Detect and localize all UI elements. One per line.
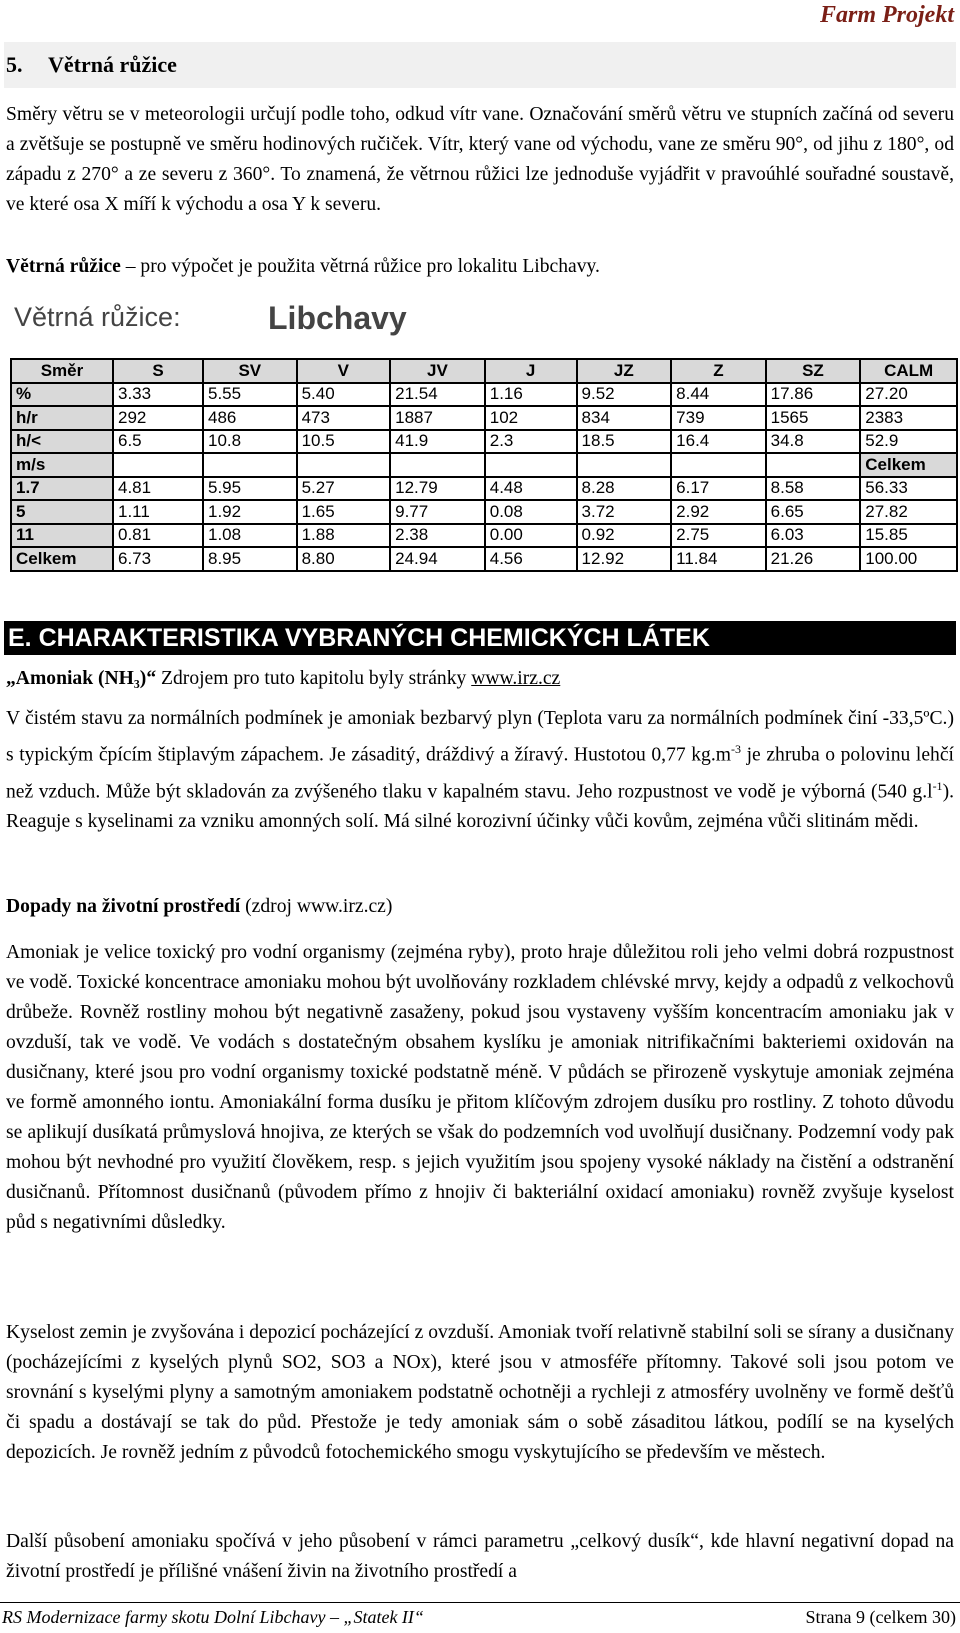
wind-table-cell: 1.08: [203, 524, 297, 548]
wind-rose-lead-bold: Větrná růžice: [6, 256, 121, 277]
wind-table-cell: 5.27: [297, 477, 391, 501]
wind-table-row: [11, 430, 957, 454]
wind-table-cell: 834: [577, 406, 672, 430]
wind-table-header-cell: V: [297, 359, 391, 383]
wind-table-cell: [766, 453, 861, 477]
wind-table-cell: 6.17: [671, 477, 765, 501]
wind-table-row: [11, 477, 957, 501]
wind-table-cell: 11.84: [671, 547, 765, 571]
wind-table-cell: 5.95: [203, 477, 297, 501]
wind-table-cell: 4.48: [485, 477, 577, 501]
wind-table-cell: 8.80: [297, 547, 391, 571]
wind-table-cell: [577, 453, 672, 477]
page-footer: [0, 1602, 960, 1633]
wind-table-row-label: Celkem: [11, 547, 113, 571]
wind-table-cell: [203, 453, 297, 477]
wind-table-row-label: 5: [11, 500, 113, 524]
wind-table-cell: 6.65: [766, 500, 861, 524]
intro-paragraph: Směry větru se v meteorologii určují podle toho, odkud vítr vane. Označování směrů větru ve stupních začíná od severu a zvětšuje se postupně ve směru hodinových ručiček. Vítr, který vane od východu, vane ze směru 90°, od jihu z 180°, od západu z 270° a ze severu z 360°. To znamená, že větrnou růžici lze jednoduše vyjádřit v pravoúhlé souřadné soustavě, ve které osa X míří k východu a osa Y k severu.: [6, 104, 954, 215]
wind-table-cell: 1.65: [297, 500, 391, 524]
wind-table-cell: 12.79: [390, 477, 485, 501]
wind-table-cell: 27.82: [860, 500, 957, 524]
wind-table-cell: 6.03: [766, 524, 861, 548]
header-brand: Farm Projekt: [819, 2, 954, 28]
chem-section-heading: E. CHARAKTERISTIKA VYBRANÝCH CHEMICKÝCH LÁTEK: [4, 621, 956, 655]
wind-table-header-cell: Z: [671, 359, 765, 383]
wind-table-row-label: 1.7: [11, 477, 113, 501]
p1-sup-1: -3: [731, 742, 741, 756]
wind-table-cell: 0.08: [485, 500, 577, 524]
wind-table-row-label: 11: [11, 524, 113, 548]
wind-table-cell: 10.8: [203, 430, 297, 454]
section-number: 5.: [6, 52, 23, 77]
source-link[interactable]: www.irz.cz: [471, 668, 561, 689]
wind-table-row: [11, 453, 957, 477]
wind-table-cell: 4.81: [113, 477, 203, 501]
wind-rose-lead: [6, 252, 954, 282]
wind-table-cell: 3.33: [113, 383, 203, 407]
footer-project: RS Modernizace farmy skotu Dolní Libchavy – „Statek II“: [2, 1607, 424, 1627]
amoniak-paragraph-2: Amoniak je velice toxický pro vodní organismy (zejména ryby), proto hraje důležitou roli jeho velmi dobrá rozpustnost ve vodě. Toxické koncentrace amoniaku mohou být uvolňovány rozkladem chlévské mrvy, kejdy a odpadů z velkochovů drůbeže. Rovněž rostliny mohou být negativně zasaženy, pokud jsou vystaveny vyšším koncentracím amoniaku jak v ovzduší, tak ve vodě. Ve vodách s dostatečným obsahem kyslíku je amoniak nitrifikačními bakteriemi oxidován na dusičnany, které jsou pro vodní organismy toxické podstatně méně. V půdách se přirozeně vyskytuje amoniak zejména ve formě amonného iontu. Amoniakální forma dusíku je přitom klíčovým zdrojem dusíku pro rostliny. Z tohoto důvodu se aplikují dusíkatá průmyslová hnojiva, ze kterých se však do podzemních vod uvolňují dusičnany. Podzemní vody pak mohou být nevhodné pro využití člověkem, resp. s jejich využitím jsou spojeny vysoké náklady na čistění a odstranění dusičnanů. Přítomnost dusičnanů (původem přímo z hnojiv či bakteriální oxidací amoniaku) rovněž zvyšuje kyselost půd s negativními důsledky.: [6, 942, 954, 1233]
wind-table-cell: 0.81: [113, 524, 203, 548]
wind-table-row-label: h/<: [11, 430, 113, 454]
wind-table-cell: 8.44: [671, 383, 765, 407]
wind-table-cell: 8.58: [766, 477, 861, 501]
wind-table-cell: 6.5: [113, 430, 203, 454]
wind-table-header-cell: S: [113, 359, 203, 383]
wind-table-cell: 0.00: [485, 524, 577, 548]
wind-table-cell: 2.3: [485, 430, 577, 454]
wind-table-cell: 8.28: [577, 477, 672, 501]
wind-table-cell: 21.54: [390, 383, 485, 407]
wind-table-row-label: h/r: [11, 406, 113, 430]
source-text: Zdrojem pro tuto kapitolu byly stránky: [156, 668, 472, 689]
wind-table-cell: 5.40: [297, 383, 391, 407]
wind-table-row: [11, 383, 957, 407]
wind-table-header-cell: Směr: [11, 359, 113, 383]
wind-table-row-label: m/s: [11, 453, 113, 477]
wind-table-header-cell: CALM: [860, 359, 957, 383]
amoniak-title-line: [6, 664, 954, 694]
wind-table-cell: 21.26: [766, 547, 861, 571]
wind-table-cell: 12.92: [577, 547, 672, 571]
wind-rose-figure: [6, 300, 958, 600]
wind-table-header-cell: J: [485, 359, 577, 383]
wind-table-cell: 2383: [860, 406, 957, 430]
wind-table-cell: 9.52: [577, 383, 672, 407]
wind-table-cell: 1.16: [485, 383, 577, 407]
wind-table-row: [11, 547, 957, 571]
wind-table-cell: [485, 453, 577, 477]
wind-table-header-cell: JZ: [577, 359, 672, 383]
amoniak-paragraph-3: Kyselost zemin je zvyšována i depozicí pocházející z ovzduší. Amoniak tvoří relativně stabilní soli se sírany a dusičnany (pocházejícími z kyselých plynů SO2, SO3 a NOx), které jsou v atmosféře přítomny. Takové soli jsou potom ve srovnání s kyselými plyny a samotným amoniakem podstatně ochotněji a rychleji z atmosféry uvolněny ve formě dešťů či spadu a dostávají se tak do půd. Přestože je tedy amoniak sám o sobě zásaditou látkou, podílí se na kyselých depozicích. Je rovněž jedním z původců fotochemického smogu vyskytujícího se především ve městech.: [6, 1322, 954, 1463]
wind-table-row: [11, 406, 957, 430]
wind-table-cell: 1.92: [203, 500, 297, 524]
wind-table-cell: 102: [485, 406, 577, 430]
wind-table-cell: 27.20: [860, 383, 957, 407]
p1-part-c: ). Reaguje s kyselinami za vzniku amonných solí. Má silné korozivní účinky vůči kovům, zejména vůči slitinám mědi.: [6, 781, 954, 833]
wind-table-cell: 34.8: [766, 430, 861, 454]
wind-table-row: [11, 524, 957, 548]
wind-table-header-row: [11, 359, 957, 383]
wind-table-cell: 739: [671, 406, 765, 430]
amoniak-title: „Amoniak (NH₃)“: [6, 668, 157, 689]
wind-table-cell: 1.88: [297, 524, 391, 548]
wind-table-cell: 2.92: [671, 500, 765, 524]
wind-table-cell: 473: [297, 406, 391, 430]
wind-table-cell: [113, 453, 203, 477]
wind-table-cell: [390, 453, 485, 477]
p1-part-a: V čistém stavu za normálních podmínek je amoniak bezbarvý plyn (Teplota varu za normálních podmínek činí -33,5ºC.) s typickým čpícím štiplavým zápachem. Je zásaditý, dráždivý a žíravý. Hustotou 0,77 kg.m: [6, 708, 954, 766]
amoniak-paragraph-4: Další působení amoniaku spočívá v jeho působení v rámci parametru „celkový dusík“, kde hlavní negativní dopad na životní prostředí je přílišné vnášení živin na životního prostředí a: [6, 1531, 954, 1582]
wind-table-cell: 18.5: [577, 430, 672, 454]
wind-table-cell: 56.33: [860, 477, 957, 501]
wind-table-cell: 1.11: [113, 500, 203, 524]
wind-table-cell: 1887: [390, 406, 485, 430]
section-title: Větrná růžice: [48, 52, 177, 77]
wind-rose-table: [10, 358, 958, 572]
impacts-heading: [6, 892, 954, 922]
wind-table-cell: 10.5: [297, 430, 391, 454]
wind-table-cell: 3.72: [577, 500, 672, 524]
wind-table-header-cell: SV: [203, 359, 297, 383]
wind-table-cell: 17.86: [766, 383, 861, 407]
wind-table-cell: 24.94: [390, 547, 485, 571]
wind-table-cell: 16.4: [671, 430, 765, 454]
wind-table-cell: 2.38: [390, 524, 485, 548]
impacts-bold: Dopady na životní prostředí: [6, 896, 241, 917]
wind-table-cell: 6.73: [113, 547, 203, 571]
wind-table-cell: 100.00: [860, 547, 957, 571]
wind-table-cell: 1565: [766, 406, 861, 430]
wind-table-cell: 8.95: [203, 547, 297, 571]
impacts-source: (zdroj www.irz.cz): [240, 896, 393, 917]
wind-table-row-label: %: [11, 383, 113, 407]
wind-table-cell: 292: [113, 406, 203, 430]
amoniak-paragraph-1: [6, 704, 954, 837]
wind-table-cell: [297, 453, 391, 477]
wind-table-cell: [671, 453, 765, 477]
wind-table-cell: Celkem: [860, 453, 957, 477]
wind-table-cell: 0.92: [577, 524, 672, 548]
wind-table-cell: 9.77: [390, 500, 485, 524]
wind-table-cell: 5.55: [203, 383, 297, 407]
wind-rose-place: Libchavy: [268, 300, 407, 336]
wind-table-cell: 4.56: [485, 547, 577, 571]
wind-rose-label: Větrná růžice:: [14, 302, 181, 332]
footer-page-number: Strana 9 (celkem 30): [805, 1607, 956, 1627]
wind-table-cell: 486: [203, 406, 297, 430]
wind-rose-lead-text: – pro výpočet je použita větrná růžice pro lokalitu Libchavy.: [120, 256, 600, 277]
wind-table-cell: 15.85: [860, 524, 957, 548]
wind-table-header-cell: SZ: [766, 359, 861, 383]
wind-table-header-cell: JV: [390, 359, 485, 383]
wind-table-cell: 2.75: [671, 524, 765, 548]
wind-table-cell: 52.9: [860, 430, 957, 454]
wind-table-row: [11, 500, 957, 524]
p1-part-b: je zhruba o polovinu lehčí než vzduch. Může být skladován za zvýšeného tlaku v kapalném stavu. Jeho rozpustnost ve vodě je výborná (540 g.l: [6, 744, 954, 803]
section-heading: [4, 42, 956, 88]
wind-table-cell: 41.9: [390, 430, 485, 454]
p1-sup-2: -1: [932, 778, 943, 793]
